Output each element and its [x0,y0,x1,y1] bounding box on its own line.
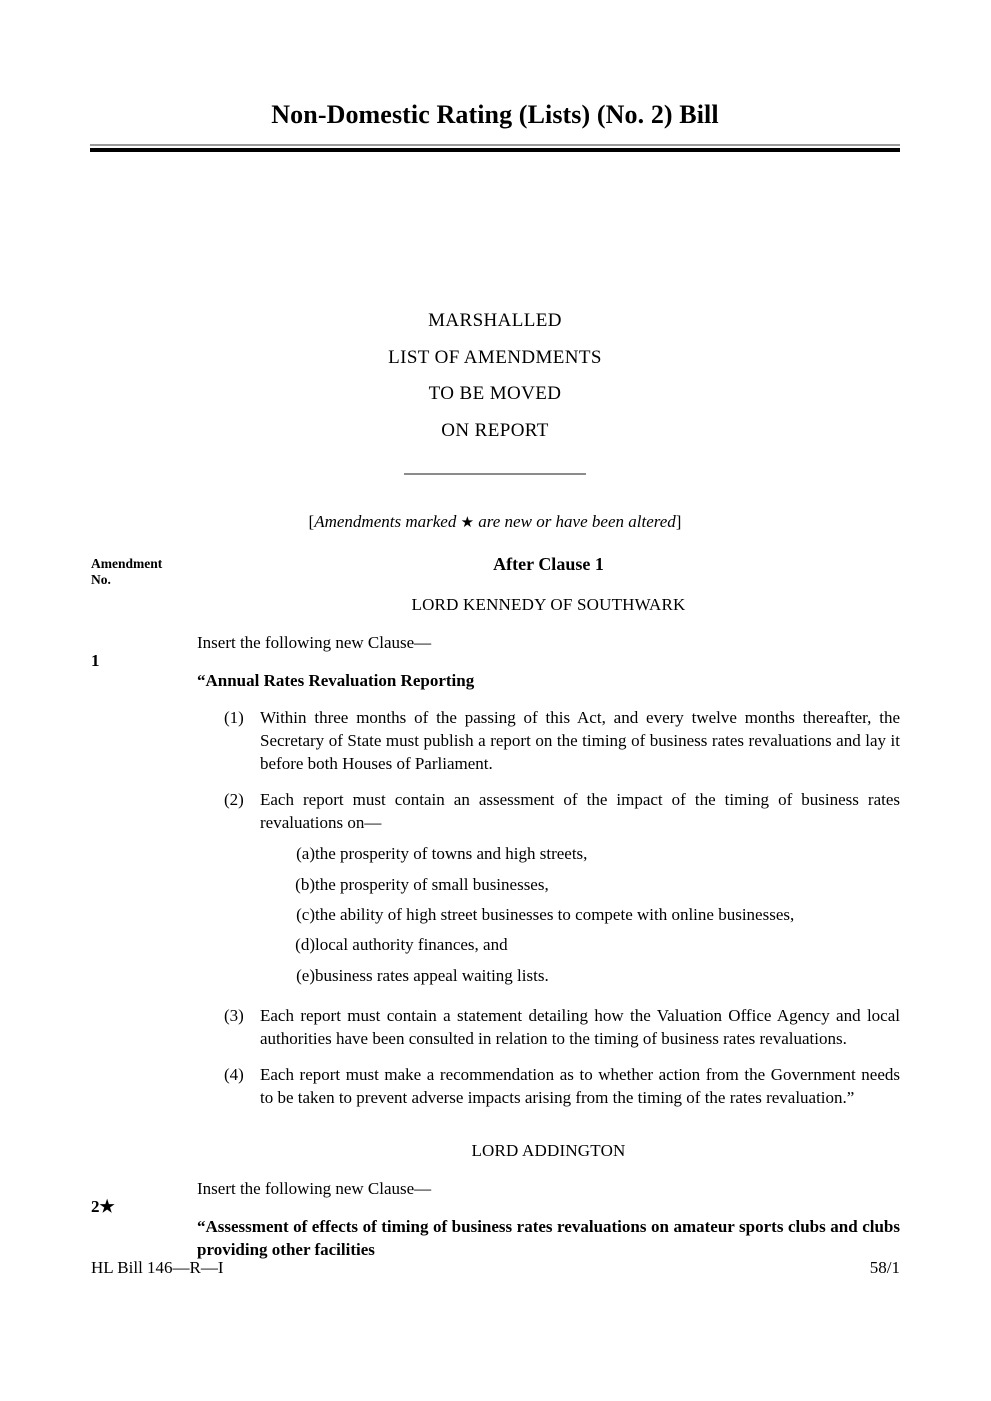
amendment-2-mover-wrap [197,1141,900,1161]
amendment-1-number: 1 [91,651,100,670]
list-item-e-text: business rates appeal waiting lists. [315,965,549,985]
subsection-2-number: (2) [224,789,244,809]
list-item-d [197,932,900,958]
list-item-b-letter: (b) [295,874,315,894]
list-item-a [197,841,900,867]
amendment-no-label-line1: Amendment [91,556,163,571]
amendment-2-number-digit: 2 [91,1197,100,1217]
amendment-block-2 [91,1141,900,1261]
clause-heading-wrap [197,554,900,575]
amendment-2-insert-line: Insert the following new Clause— [197,1179,432,1199]
bill-reference: HL Bill 146—R—I [91,1258,224,1277]
star-icon: ★ [460,515,475,531]
heading-line-list-of-amendments: LIST OF AMENDMENTS [388,346,602,368]
subsection-3-number: (3) [224,1005,244,1025]
subsection-3-text: Each report must contain a statement detailing how the Valuation Office Agency and local authorities have been consulted in relation to the timing of business rates revaluations. [260,1005,900,1048]
subsection-4-number: (4) [224,1065,244,1085]
list-item-b [197,872,900,898]
subsection-3 [197,1004,900,1050]
amendment-no-label-line2: No. [91,571,111,587]
note-close-bracket: ] [675,512,682,531]
note-text-before: Amendments marked [314,512,461,531]
amendment-2-new-clause-title: “Assessment of effects of timing of business rates revaluations on amateur sports clubs and clubs providing other facilities [197,1217,900,1259]
amendment-2-insert-row [91,1179,900,1261]
amendments-marked-note [90,512,900,532]
amendment-1-content [197,633,900,1109]
subsection-4-text: Each report must make a recommendation as to whether action from the Government needs to be taken to prevent adverse impacts arising from the timing of the rates revaluation.” [260,1065,900,1108]
list-item-e [197,963,900,989]
title-divider-thick-line [90,148,900,152]
amendment-2-content [197,1179,900,1261]
subsection-2-text: Each report must contain an assessment of the impact of the timing of business rates revaluations on— [260,789,900,833]
title-divider [90,144,900,152]
amendment-1-insert-line: Insert the following new Clause— [197,633,432,652]
list-item-c-text: the ability of high street businesses to compete with online businesses, [315,904,795,924]
subsection-1-text: Within three months of the passing of this Act, and every twelve months thereafter, the Secretary of State must publish a report on the timing of business rates revaluations and lay it before both Houses of Parliament. [260,707,900,773]
amendments-body [91,552,900,1262]
amendment-1-mover-wrap [197,595,900,615]
heading-line-marshalled: MARSHALLED [428,310,562,331]
subsection-4 [197,1063,900,1109]
amendment-1-insert-row [91,633,900,1109]
list-item-c [197,902,900,928]
section-divider [404,473,586,475]
subsection-1-number: (1) [224,707,244,727]
list-item-a-text: the prosperity of towns and high streets, [315,844,588,864]
amendment-1-new-clause-title: “Annual Rates Revaluation Reporting [197,671,475,690]
list-item-a-letter: (a) [296,844,315,864]
list-item-d-letter: (d) [295,935,315,955]
list-item-d-text: local authority finances, and [315,935,508,955]
note-open-bracket: [ [308,512,315,531]
list-item-e-letter: (e) [296,965,315,985]
title-block [90,100,900,152]
amendment-block-1 [91,595,900,1109]
page-title: Non-Domestic Rating (Lists) (No. 2) Bill [271,100,719,129]
heading-line-on-report: ON REPORT [441,419,549,441]
amendment-2-mover: LORD ADDINGTON [471,1141,626,1161]
note-text-after: are new or have been altered [474,512,676,531]
subsection-1 [197,706,900,775]
list-item-c-letter: (c) [296,904,315,924]
amendment-2-star-icon: ★ [99,1197,115,1217]
page-number: 58/1 [869,1258,900,1277]
page-footer [91,1258,900,1278]
clause-heading: After Clause 1 [493,554,604,574]
heading-line-to-be-moved: TO BE MOVED [428,383,562,404]
amendment-1-mover: LORD KENNEDY OF SOUTHWARK [411,595,686,614]
subsection-2 [197,788,900,834]
list-item-b-text: the prosperity of small businesses, [315,874,549,894]
amendment-2-number [91,1197,186,1217]
heading-stack [90,303,900,475]
